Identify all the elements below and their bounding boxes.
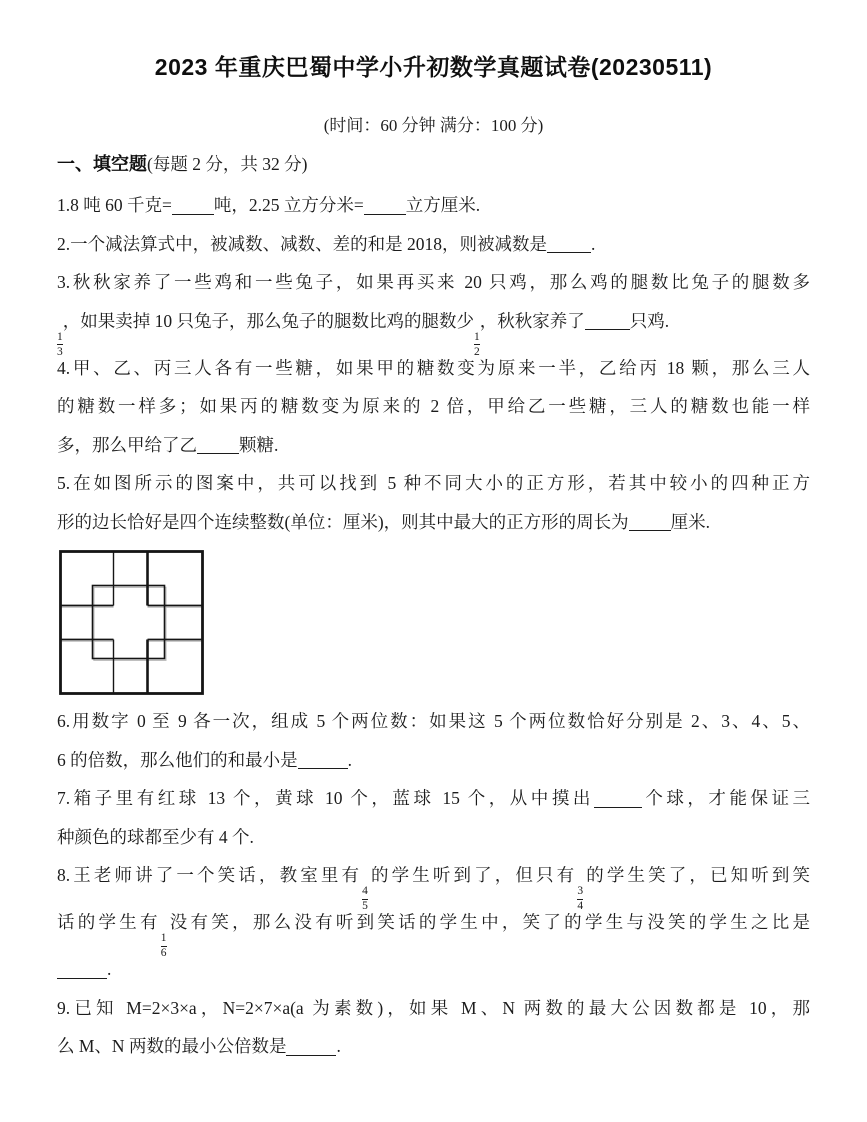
answer-blank-underline xyxy=(172,195,214,214)
exam-time-score-note: (时间：60 分钟 满分：100 分) xyxy=(323,116,544,135)
question-text: 么 M、N 两数的最小公倍数是 xyxy=(57,1036,287,1056)
question-text: 6.用数字 0 至 9 各一次，组成 5 个两位数：如果这 5 个两位数恰好分别是 2、3、4、5、 xyxy=(57,711,810,731)
question-text: 8.王老师讲了一个笑话，教室里有 xyxy=(57,865,363,885)
question-text: 的糖数一样多；如果丙的糖数变为原来的 2 倍，甲给乙一些糖，三人的糖数也能一样 xyxy=(57,396,810,416)
question-text: 话的学生有 xyxy=(57,912,161,932)
question-3-line-2 xyxy=(57,302,810,358)
fraction xyxy=(161,933,167,960)
question-text: 个球，才能保证三 xyxy=(641,788,811,808)
question-text: 4.甲、乙、丙三人各有一些糖，如果甲的糖数变为原来一半，乙给丙 18 颗，那么三人 xyxy=(57,357,810,378)
question-5-line-2 xyxy=(57,503,810,542)
answer-blank-underline xyxy=(286,1036,336,1055)
section-label: 一、填空题 xyxy=(57,154,147,174)
section-heading xyxy=(57,152,810,176)
question-text: 6 的倍数，那么他们的和最小是 xyxy=(57,749,298,770)
question-text: 的学生听到了，但只有 xyxy=(367,865,578,885)
fraction-numerator: 3 xyxy=(577,885,584,897)
question-8-line-2 xyxy=(57,903,811,959)
question-text: 立方厘米. xyxy=(405,195,481,215)
question-text: . xyxy=(336,1036,341,1056)
question-3-line-1 xyxy=(57,263,810,302)
answer-blank-underline xyxy=(298,750,348,769)
fraction-numerator: 1 xyxy=(57,330,63,343)
fraction-denominator: 6 xyxy=(160,947,167,959)
question-6-line-1 xyxy=(57,702,810,741)
question-text: ，秋秋家养了 xyxy=(479,310,585,331)
question-4-line-2 xyxy=(57,387,810,426)
page-title: 2023 年重庆巴蜀中学小升初数学真题试卷(20230511) xyxy=(154,54,713,80)
question-2 xyxy=(57,225,810,264)
question-6-line-2 xyxy=(57,741,810,780)
question-7-line-1 xyxy=(57,779,810,818)
question-text: 多，那么甲给了乙 xyxy=(57,434,197,455)
question-9-line-1 xyxy=(57,989,810,1028)
answer-blank-underline xyxy=(585,311,630,330)
question-5-figure xyxy=(57,541,810,702)
question-text: 只鸡. xyxy=(629,310,670,331)
question-9-line-2 xyxy=(57,1027,810,1066)
answer-blank-underline xyxy=(364,195,406,214)
answer-blank-underline xyxy=(594,788,642,807)
fraction-denominator: 5 xyxy=(362,900,368,912)
fraction-denominator: 4 xyxy=(577,900,584,912)
question-4-line-3 xyxy=(57,426,810,465)
fraction-numerator: 4 xyxy=(362,885,368,897)
question-text: . xyxy=(591,233,596,254)
question-lines xyxy=(57,186,810,1066)
question-5-line-1 xyxy=(57,464,810,503)
fraction-numerator: 1 xyxy=(160,932,167,944)
question-text: 吨，2.25 立方分米= xyxy=(213,195,364,215)
question-text: 形的边长恰好是四个连续整数(单位：厘米)，则其中最大的正方形的周长为 xyxy=(57,511,629,532)
question-text: . xyxy=(107,959,112,979)
question-text: 没有笑，那么没有听到笑话的学生中，笑了的学生与没笑的学生之比是 xyxy=(166,912,811,932)
question-8-line-3 xyxy=(57,950,810,989)
section-note: (每题 2 分，共 32 分) xyxy=(147,154,308,174)
answer-blank-underline xyxy=(629,512,671,531)
answer-blank-underline xyxy=(57,959,107,978)
question-4-line-1 xyxy=(57,349,810,388)
question-7-line-2 xyxy=(57,818,810,857)
question-text: 颗糖. xyxy=(239,434,279,455)
question-text: 9.已知 M=2×3×a，N=2×7×a(a 为素数)，如果 M、N 两数的最大公因数都是 10，那 xyxy=(57,997,810,1018)
fraction-numerator: 1 xyxy=(474,330,480,343)
question-text: 3.秋秋家养了一些鸡和一些兔子，如果再买来 20 只鸡，那么鸡的腿数比兔子的腿数多 xyxy=(57,272,810,292)
question-text: 1.8 吨 60 千克= xyxy=(57,195,172,215)
question-text: 厘米. xyxy=(670,511,711,532)
fraction-denominator: 2 xyxy=(474,345,480,358)
question-1 xyxy=(57,186,810,225)
nested-squares-figure xyxy=(59,550,207,698)
answer-blank-underline xyxy=(547,234,591,253)
question-text: 的学生笑了，已知听到笑 xyxy=(583,865,811,885)
answer-blank-underline xyxy=(197,435,239,454)
question-text: ，如果卖掉 10 只兔子，那么兔子的腿数比鸡的腿数少 xyxy=(62,310,474,331)
fraction-denominator: 3 xyxy=(57,345,63,358)
question-text: . xyxy=(347,749,352,770)
question-8-line-1 xyxy=(57,856,811,912)
question-text: 7.箱子里有红球 13 个，黄球 10 个，蓝球 15 个，从中摸出 xyxy=(57,788,594,808)
question-text: 2.一个减法算式中，被减数、减数、差的和是 2018，则被减数是 xyxy=(57,233,547,254)
question-text: 种颜色的球都至少有 4 个. xyxy=(57,826,254,847)
question-text: 5.在如图所示的图案中，共可以找到 5 种不同大小的正方形，若其中较小的四种正方 xyxy=(57,473,810,493)
